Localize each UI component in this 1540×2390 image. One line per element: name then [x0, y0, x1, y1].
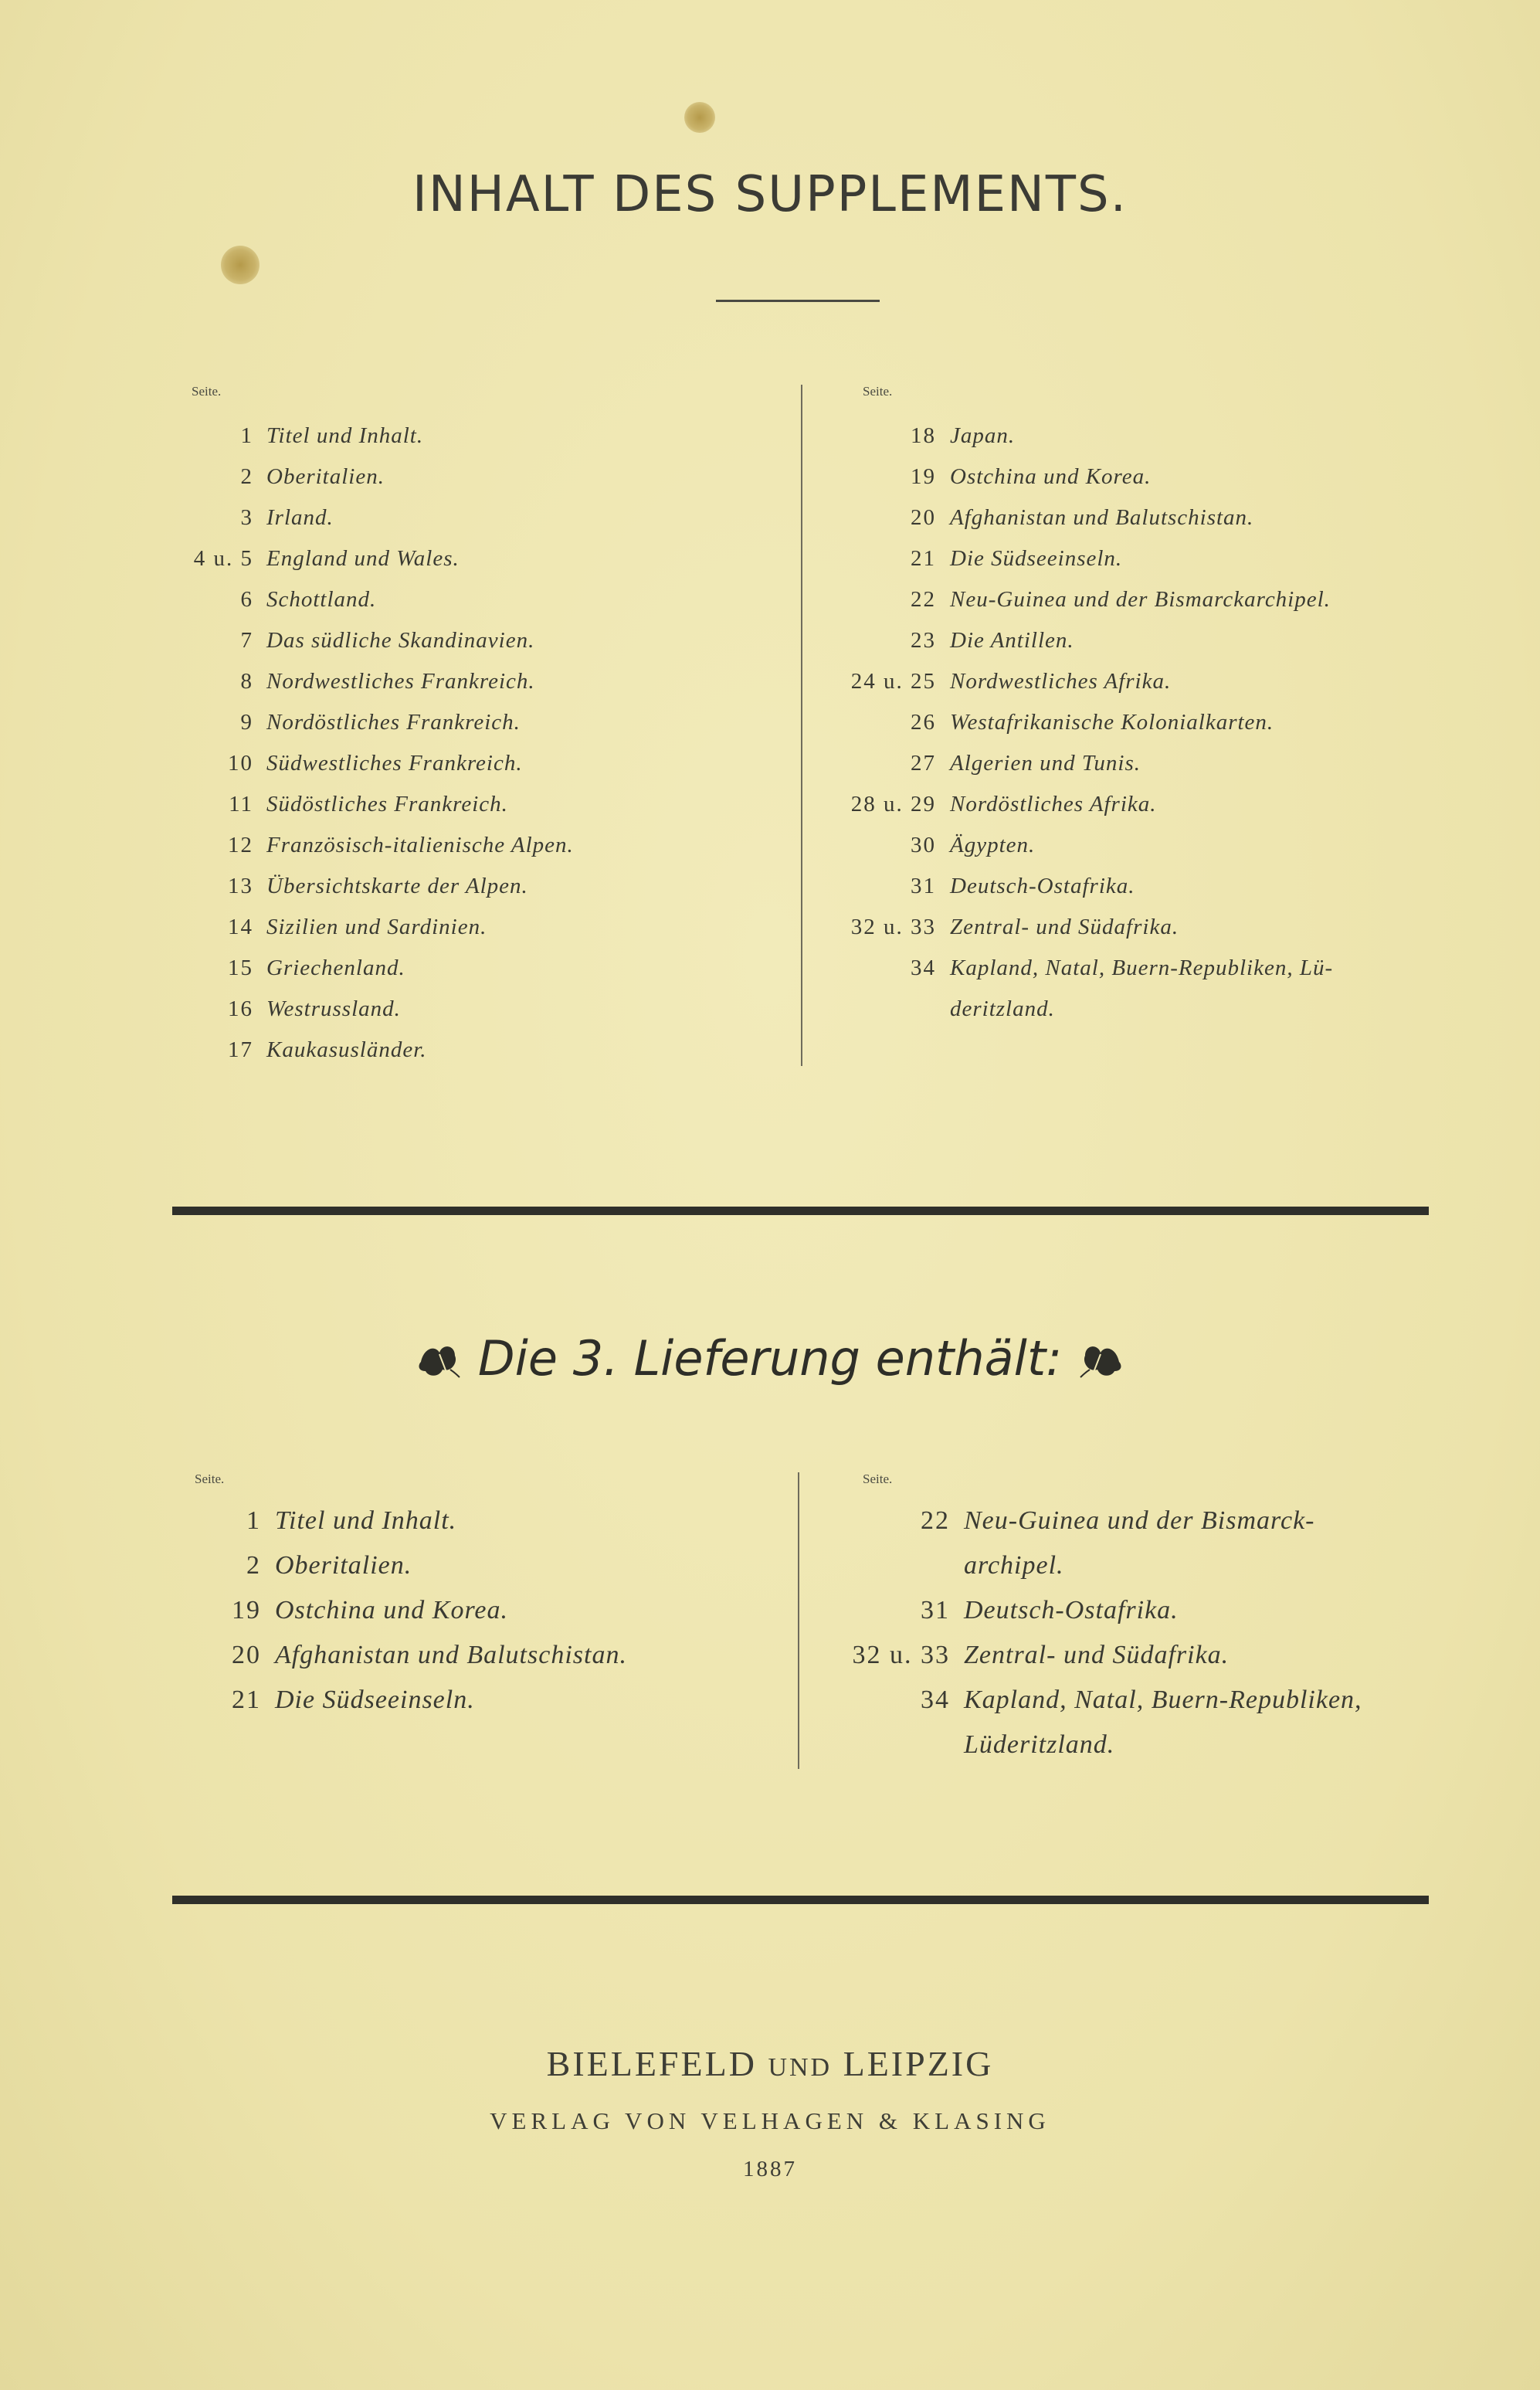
page-number: 8 — [240, 669, 253, 694]
page-number: 21 — [911, 546, 936, 571]
stain-spot — [684, 102, 715, 133]
entry-title: Kaukasusländer. — [266, 1037, 427, 1062]
entry-title: Titel und Inhalt. — [266, 423, 424, 448]
entry-title: Neu-Guinea und der Bismarck- — [964, 1506, 1315, 1535]
entry-title: Ostchina und Korea. — [950, 464, 1152, 489]
column-divider — [798, 1472, 799, 1769]
page-number: 17 — [228, 1037, 253, 1062]
entry-title: Schottland. — [266, 587, 377, 612]
entry-title: Nordöstliches Frankreich. — [266, 710, 521, 735]
page-number: 24 u. 25 — [850, 669, 936, 694]
entry-title: Lüderitzland. — [964, 1730, 1115, 1759]
page-number: 31 — [921, 1596, 950, 1624]
entry-title: Die Südseeinseln. — [950, 546, 1123, 571]
entry-title: Zentral- und Südafrika. — [964, 1641, 1230, 1669]
page-number: 21 — [232, 1686, 261, 1714]
entry-title: Griechenland. — [266, 956, 405, 980]
publisher-cities — [0, 2043, 1540, 2084]
entry-title: Neu-Guinea und der Bismarckarchipel. — [950, 587, 1331, 612]
entry-title: Nordwestliches Frankreich. — [266, 669, 535, 694]
section-divider-top — [172, 1207, 1429, 1215]
seite-label-right: Seite. — [863, 1472, 893, 1486]
page-number: 31 — [911, 874, 936, 898]
page-number: 9 — [240, 710, 253, 735]
page-number: 32 u. 33 — [852, 1641, 950, 1669]
page-number: 6 — [240, 587, 253, 612]
entry-title: Nordwestliches Afrika. — [950, 669, 1172, 694]
page-number: 10 — [228, 751, 253, 776]
page-number: 32 u. 33 — [850, 915, 936, 939]
entry-title: England und Wales. — [266, 546, 460, 571]
entry-title: Die Antillen. — [950, 628, 1074, 653]
section-divider-bottom — [172, 1896, 1429, 1904]
entry-title: Zentral- und Südafrika. — [950, 915, 1179, 939]
city-leipzig: LEIPZIG — [843, 2044, 994, 2083]
page-number: 20 — [911, 505, 936, 530]
publisher-name: VERLAG VON VELHAGEN & KLASING — [490, 2107, 1050, 2134]
page-number: 1 — [240, 423, 253, 448]
page-title: INHALT DES SUPPLEMENTS. — [412, 166, 1128, 223]
und-connector: UND — [768, 2053, 833, 2082]
entry-title: Deutsch-Ostafrika. — [950, 874, 1135, 898]
entry-title: Die Südseeinseln. — [275, 1686, 475, 1714]
page-number: 15 — [228, 956, 253, 980]
entry-title: Französisch-italienische Alpen. — [266, 833, 574, 857]
entry-title: Ostchina und Korea. — [275, 1596, 509, 1624]
entry-title: Deutsch-Ostafrika. — [964, 1596, 1179, 1624]
entry-title: Japan. — [950, 423, 1016, 448]
page-number: 23 — [911, 628, 936, 653]
page-number: 34 — [911, 956, 936, 980]
page-number: 13 — [228, 874, 253, 898]
page-number: 26 — [911, 710, 936, 735]
page-number: 2 — [246, 1551, 261, 1580]
entry-title: Das südliche Skandinavien. — [266, 628, 535, 653]
publication-year: 1887 — [743, 2157, 797, 2181]
lieferung-title: Die 3. Lieferung enthält: — [477, 1330, 1063, 1387]
page-number: 34 — [921, 1686, 950, 1714]
entry-title: deritzland. — [950, 996, 1055, 1021]
entry-title: Oberitalien. — [275, 1551, 412, 1580]
entry-title: Afghanistan und Balutschistan. — [950, 505, 1254, 530]
entry-title: Irland. — [266, 505, 334, 530]
entry-title: Westrussland. — [266, 996, 401, 1021]
page-number: 14 — [228, 915, 253, 939]
page-number: 7 — [240, 628, 253, 653]
entry-title: Übersichtskarte der Alpen. — [266, 874, 528, 898]
column-divider — [801, 385, 802, 1066]
city-bielefeld: BIELEFELD — [546, 2044, 757, 2083]
page-number: 3 — [240, 505, 253, 530]
page-number: 22 — [921, 1506, 950, 1535]
page-number: 18 — [911, 423, 936, 448]
entry-title: Nordöstliches Afrika. — [950, 792, 1157, 816]
lieferung-heading — [0, 1327, 1540, 1387]
page-number: 22 — [911, 587, 936, 612]
page-number: 30 — [911, 833, 936, 857]
seite-label-left: Seite. — [195, 1472, 225, 1486]
stain-spot — [221, 246, 259, 284]
entry-title: Südöstliches Frankreich. — [266, 792, 508, 816]
seite-label-right: Seite. — [863, 384, 893, 399]
entry-title: Afghanistan und Balutschistan. — [275, 1641, 627, 1669]
page-number: 27 — [911, 751, 936, 776]
entry-title: Westafrikanische Kolonialkarten. — [950, 710, 1274, 735]
page-number: 11 — [229, 792, 253, 816]
page-number: 20 — [232, 1641, 261, 1669]
page-number: 2 — [240, 464, 253, 489]
page-number: 19 — [911, 464, 936, 489]
title-divider — [716, 300, 880, 302]
page-number: 12 — [228, 833, 253, 857]
entry-title: Kapland, Natal, Buern-Republiken, Lü- — [950, 956, 1334, 980]
entry-title: Titel und Inhalt. — [275, 1506, 457, 1535]
page-number: 1 — [246, 1506, 261, 1535]
entry-title: Oberitalien. — [266, 464, 385, 489]
page-number: 28 u. 29 — [850, 792, 936, 816]
entry-title: Sizilien und Sardinien. — [266, 915, 487, 939]
entry-title: Ägypten. — [950, 833, 1036, 857]
entry-title: Südwestliches Frankreich. — [266, 751, 523, 776]
page-number: 19 — [232, 1596, 261, 1624]
page-number: 16 — [228, 996, 253, 1021]
page-number: 4 u. 5 — [193, 546, 253, 571]
entry-title: Kapland, Natal, Buern-Republiken, — [964, 1686, 1362, 1714]
leaf-ornament-icon — [416, 1339, 461, 1379]
seite-label-left: Seite. — [192, 384, 222, 399]
entry-title: archipel. — [964, 1551, 1064, 1580]
leaf-ornament-icon — [1079, 1339, 1124, 1379]
entry-title: Algerien und Tunis. — [950, 751, 1141, 776]
